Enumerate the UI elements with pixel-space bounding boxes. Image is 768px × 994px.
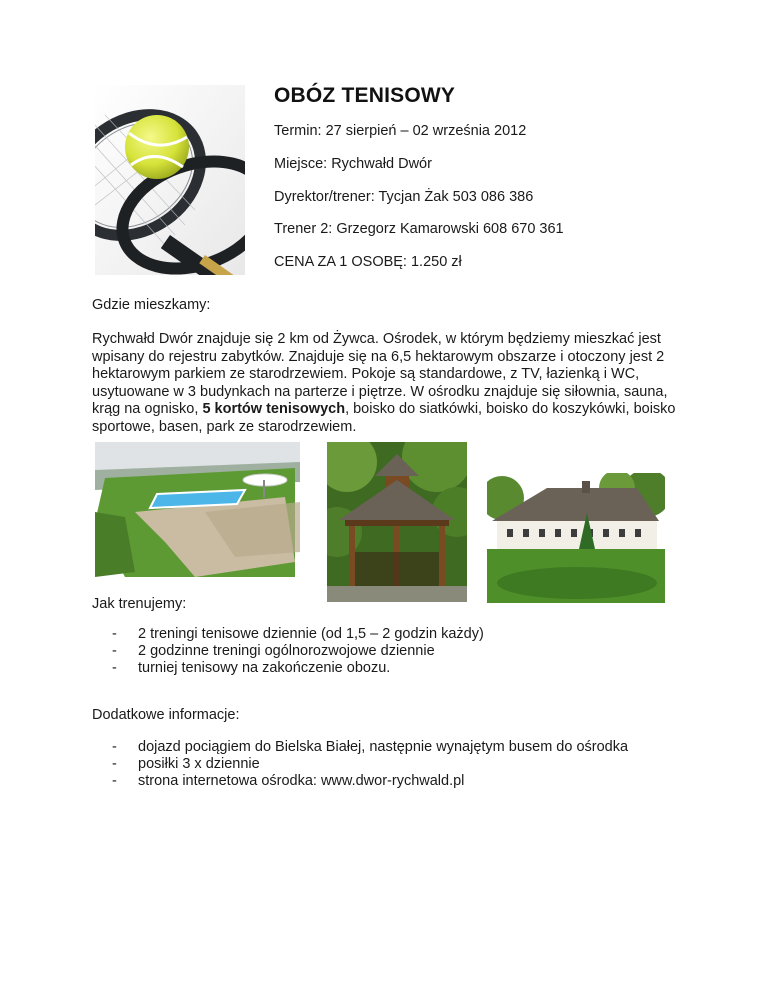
manor-photo <box>487 473 665 603</box>
list-item-text: 2 treningi tenisowe dziennie (od 1,5 – 2 godzin każdy) <box>138 626 484 642</box>
location-line: Miejsce: Rychwałd Dwór <box>274 156 432 172</box>
where-heading: Gdzie mieszkamy: <box>92 297 211 313</box>
gazebo-photo <box>327 442 467 602</box>
list-item <box>112 626 484 643</box>
list-item <box>112 660 484 677</box>
training-list <box>112 626 484 677</box>
list-item <box>112 756 628 773</box>
bullet-dash: - <box>112 739 117 755</box>
page-title: OBÓZ TENISOWY <box>274 84 456 107</box>
list-item-text: dojazd pociągiem do Bielska Białej, następnie wynajętym busem do ośrodka <box>138 739 629 755</box>
list-item <box>112 739 628 756</box>
bullet-dash: - <box>112 660 117 676</box>
trainer-line: Trener 2: Grzegorz Kamarowski 608 670 361 <box>274 221 564 237</box>
list-item-text: 2 godzinne treningi ogólnorozwojowe dziennie <box>138 643 435 659</box>
list-item <box>112 773 628 790</box>
bullet-dash: - <box>112 643 117 659</box>
bullet-dash: - <box>112 756 117 772</box>
director-line: Dyrektor/trener: Tycjan Żak 503 086 386 <box>274 189 534 205</box>
where-text-bold: 5 kortów tenisowych <box>202 401 346 418</box>
list-item-text: posiłki 3 x dziennie <box>138 756 260 772</box>
where-text-2: , boisko do siatkówki, boisko do koszykówki, boisko sportowe, basen, park ze starodrzewiem. <box>92 401 676 435</box>
extra-heading: Dodatkowe informacje: <box>92 707 240 723</box>
dates-line: Termin: 27 sierpień – 02 września 2012 <box>274 123 527 139</box>
pool-photo <box>95 442 300 577</box>
bullet-dash: - <box>112 626 117 642</box>
where-text-1: Rychwałd Dwór znajduje się 2 km od Żywca. Ośrodek, w którym będziemy mieszkać jest wpisany do rejestru zabytków. Znajduje się na 6,5 hektarowym obszarze i otoczony jest 2 hektarowym parkiem ze starodrzewiem. Pokoje są standardowe, z TV, łazienką i WC, usytuowane w 3 budynkach na parterze i piętrze. W ośrodku znajduje się siłownia, sauna, krąg na ognisko, <box>92 331 668 418</box>
list-item <box>112 643 484 660</box>
tennis-racket-photo <box>95 85 245 275</box>
extra-list <box>112 739 628 790</box>
list-item-text: strona internetowa ośrodka: www.dwor-rychwald.pl <box>138 773 465 789</box>
bullet-dash: - <box>112 773 117 789</box>
list-item-text: turniej tenisowy na zakończenie obozu. <box>138 660 391 676</box>
training-heading: Jak trenujemy: <box>92 596 187 612</box>
where-paragraph <box>92 331 692 437</box>
price-line: CENA ZA 1 OSOBĘ: 1.250 zł <box>274 254 462 270</box>
